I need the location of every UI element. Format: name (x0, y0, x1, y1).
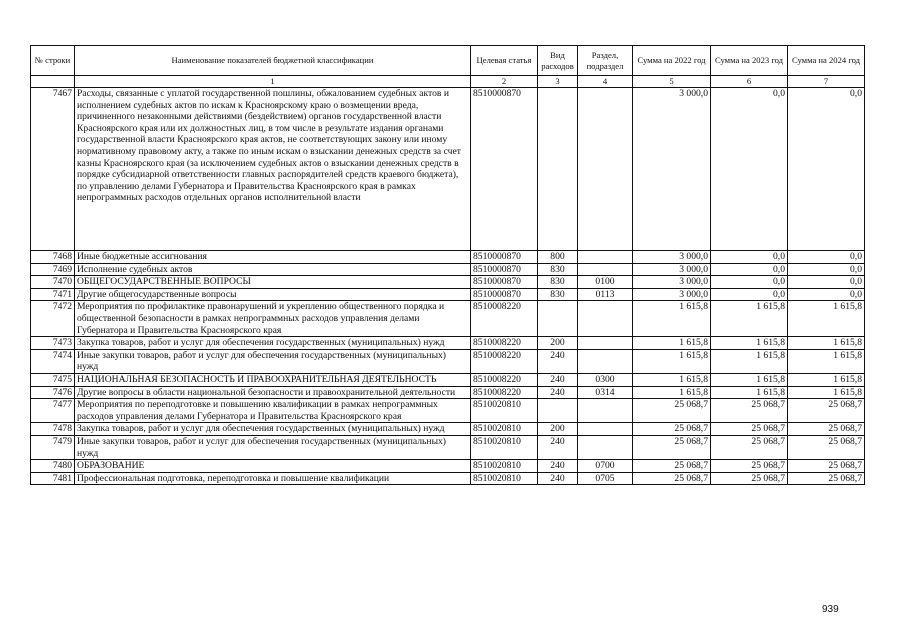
indicator-name-cell: Иные закупки товаров, работ и услуг для обеспечения государственных (муниципальных) нужд (75, 349, 471, 373)
sum-2022-cell: 3 000,0 (633, 276, 711, 289)
table-row (31, 263, 865, 276)
sum-2023-cell: 25 068,7 (711, 460, 788, 473)
sum-2023-cell: 0,0 (711, 263, 788, 276)
sum-2024-cell: 0,0 (788, 251, 865, 264)
row-number-cell: 7479 (31, 435, 75, 459)
section-cell: 0113 (578, 288, 633, 301)
col-number: 5 (633, 76, 711, 88)
indicator-name-cell: Закупка товаров, работ и услуг для обеспечения государственных (муниципальных) нужд (75, 337, 471, 350)
sum-2022-cell: 25 068,7 (633, 423, 711, 436)
sum-2022-cell: 3 000,0 (633, 88, 711, 251)
table-header (31, 46, 865, 88)
sum-2024-cell: 25 068,7 (788, 435, 865, 459)
indicator-name-cell: Расходы, связанные с уплатой государственной пошлины, обжалованием судебных актов и исполнением судебных актов по искам к Красноярскому краю о возмещении вреда, причиненного незаконными действиями (бездействием) органов государственной власти Красноярского края или их должностных лиц, в том числе в результате издания органами государственной власти Красноярского края актов, не соответствующих закону или иному нормативному правовому акту, а также по иным искам о взыскании денежных средств за счет казны Красноярского края (за исключением судебных актов о взыскании денежных средств в порядке субсидиарной ответственности главных распорядителей средств краевого бюджета), по управлению делами Губернатора и Правительства Красноярского края в рамках непрограммных расходов отдельных органов исполнительной власти (75, 88, 471, 251)
table-row (31, 460, 865, 473)
section-cell: 0700 (578, 460, 633, 473)
sum-2024-cell: 1 615,8 (788, 373, 865, 386)
row-number-cell: 7468 (31, 251, 75, 264)
expense-kind-cell: 830 (538, 263, 578, 276)
sum-2022-cell: 3 000,0 (633, 263, 711, 276)
table-row (31, 472, 865, 485)
indicator-name-cell: НАЦИОНАЛЬНАЯ БЕЗОПАСНОСТЬ И ПРАВООХРАНИТЕЛЬНАЯ ДЕЯТЕЛЬНОСТЬ (75, 373, 471, 386)
target-article-cell: 8510020810 (471, 399, 538, 423)
sum-2022-cell: 25 068,7 (633, 399, 711, 423)
target-article-cell: 8510000870 (471, 276, 538, 289)
target-article-cell: 8510000870 (471, 288, 538, 301)
col-number: 4 (578, 76, 633, 88)
expense-kind-cell: 240 (538, 373, 578, 386)
indicator-name-cell: Исполнение судебных актов (75, 263, 471, 276)
sum-2023-cell: 0,0 (711, 251, 788, 264)
row-number-cell: 7476 (31, 386, 75, 399)
section-cell (578, 337, 633, 350)
sum-2022-cell: 3 000,0 (633, 288, 711, 301)
section-cell (578, 399, 633, 423)
expense-kind-cell: 240 (538, 460, 578, 473)
section-cell: 0314 (578, 386, 633, 399)
sum-2022-cell: 3 000,0 (633, 251, 711, 264)
col-number: 1 (75, 76, 471, 88)
table-row (31, 251, 865, 264)
row-number-cell: 7475 (31, 373, 75, 386)
target-article-cell: 8510008220 (471, 386, 538, 399)
row-number-cell: 7481 (31, 472, 75, 485)
sum-2023-cell: 1 615,8 (711, 373, 788, 386)
target-article-cell: 8510020810 (471, 435, 538, 459)
sum-2024-cell: 0,0 (788, 88, 865, 251)
indicator-name-cell: Иные закупки товаров, работ и услуг для обеспечения государственных (муниципальных) нужд (75, 435, 471, 459)
table-row (31, 399, 865, 423)
sum-2024-cell: 25 068,7 (788, 423, 865, 436)
indicator-name-cell: Другие вопросы в области национальной безопасности и правоохранительной деятельности (75, 386, 471, 399)
sum-2024-cell: 25 068,7 (788, 472, 865, 485)
indicator-name-cell: Мероприятия по профилактике правонарушений и укреплению общественного порядка и общественной безопасности в рамках непрограммных расходов управления делами Губернатора и Правительства Красноярского края (75, 301, 471, 337)
expense-kind-cell (538, 399, 578, 423)
section-cell (578, 423, 633, 436)
target-article-cell: 8510000870 (471, 88, 538, 251)
sum-2024-cell: 25 068,7 (788, 460, 865, 473)
section-cell (578, 88, 633, 251)
indicator-name-cell: ОБРАЗОВАНИЕ (75, 460, 471, 473)
table-row (31, 288, 865, 301)
expense-kind-cell: 200 (538, 423, 578, 436)
row-number-cell: 7474 (31, 349, 75, 373)
header-row-no: № строки (31, 46, 75, 76)
col-number: 7 (788, 76, 865, 88)
expense-kind-cell: 240 (538, 386, 578, 399)
col-number: 6 (711, 76, 788, 88)
sum-2023-cell: 1 615,8 (711, 349, 788, 373)
target-article-cell: 8510008220 (471, 301, 538, 337)
sum-2023-cell: 25 068,7 (711, 472, 788, 485)
sum-2024-cell: 0,0 (788, 276, 865, 289)
sum-2022-cell: 1 615,8 (633, 337, 711, 350)
target-article-cell: 8510020810 (471, 423, 538, 436)
sum-2024-cell: 25 068,7 (788, 399, 865, 423)
row-number-cell: 7469 (31, 263, 75, 276)
col-number: 2 (471, 76, 538, 88)
sum-2022-cell: 25 068,7 (633, 472, 711, 485)
sum-2024-cell: 1 615,8 (788, 349, 865, 373)
page-number: 939 (822, 604, 839, 615)
row-number-cell: 7480 (31, 460, 75, 473)
indicator-name-cell: Мероприятия по переподготовке и повышению квалификации в рамках непрограммных расходов управления делами Губернатора и Правительства Красноярского края (75, 399, 471, 423)
section-cell: 0300 (578, 373, 633, 386)
sum-2023-cell: 1 615,8 (711, 386, 788, 399)
table-row (31, 88, 865, 251)
section-cell (578, 435, 633, 459)
indicator-name-cell: Закупка товаров, работ и услуг для обеспечения государственных (муниципальных) нужд (75, 423, 471, 436)
table-row (31, 276, 865, 289)
expense-kind-cell: 830 (538, 276, 578, 289)
section-cell (578, 301, 633, 337)
expense-kind-cell: 830 (538, 288, 578, 301)
sum-2022-cell: 1 615,8 (633, 373, 711, 386)
header-sum-2022: Сумма на 2022 год (633, 46, 711, 76)
target-article-cell: 8510008220 (471, 373, 538, 386)
table-row (31, 373, 865, 386)
expense-kind-cell: 240 (538, 435, 578, 459)
target-article-cell: 8510020810 (471, 460, 538, 473)
row-number-cell: 7471 (31, 288, 75, 301)
expense-kind-cell (538, 301, 578, 337)
sum-2024-cell: 1 615,8 (788, 386, 865, 399)
indicator-name-cell: ОБЩЕГОСУДАРСТВЕННЫЕ ВОПРОСЫ (75, 276, 471, 289)
sum-2023-cell: 0,0 (711, 288, 788, 301)
col-number: 3 (538, 76, 578, 88)
sum-2023-cell: 25 068,7 (711, 423, 788, 436)
table-row (31, 435, 865, 459)
expense-kind-cell: 800 (538, 251, 578, 264)
target-article-cell: 8510020810 (471, 472, 538, 485)
table-row (31, 423, 865, 436)
section-cell: 0100 (578, 276, 633, 289)
row-number-cell: 7472 (31, 301, 75, 337)
table-row (31, 386, 865, 399)
expense-kind-cell (538, 88, 578, 251)
expense-kind-cell: 240 (538, 349, 578, 373)
row-number-cell: 7478 (31, 423, 75, 436)
sum-2023-cell: 1 615,8 (711, 337, 788, 350)
indicator-name-cell: Иные бюджетные ассигнования (75, 251, 471, 264)
table-body (31, 88, 865, 485)
sum-2024-cell: 1 615,8 (788, 337, 865, 350)
sum-2024-cell: 0,0 (788, 263, 865, 276)
sum-2022-cell: 1 615,8 (633, 386, 711, 399)
table-row (31, 301, 865, 337)
sum-2023-cell: 0,0 (711, 88, 788, 251)
target-article-cell: 8510000870 (471, 251, 538, 264)
table-row (31, 337, 865, 350)
indicator-name-cell: Профессиональная подготовка, переподготовка и повышение квалификации (75, 472, 471, 485)
header-target: Целевая статья (471, 46, 538, 76)
col-number-blank (31, 76, 75, 88)
row-number-cell: 7467 (31, 88, 75, 251)
header-section: Раздел, подраздел (578, 46, 633, 76)
target-article-cell: 8510008220 (471, 349, 538, 373)
section-cell (578, 251, 633, 264)
indicator-name-cell: Другие общегосударственные вопросы (75, 288, 471, 301)
header-kind: Вид расходов (538, 46, 578, 76)
target-article-cell: 8510000870 (471, 263, 538, 276)
sum-2023-cell: 25 068,7 (711, 435, 788, 459)
table-row (31, 349, 865, 373)
expense-kind-cell: 240 (538, 472, 578, 485)
sum-2023-cell: 0,0 (711, 276, 788, 289)
sum-2022-cell: 25 068,7 (633, 460, 711, 473)
sum-2023-cell: 25 068,7 (711, 399, 788, 423)
sum-2023-cell: 1 615,8 (711, 301, 788, 337)
sum-2022-cell: 1 615,8 (633, 301, 711, 337)
sum-2024-cell: 1 615,8 (788, 301, 865, 337)
row-number-cell: 7477 (31, 399, 75, 423)
header-name: Наименование показателей бюджетной классификации (75, 46, 471, 76)
row-number-cell: 7470 (31, 276, 75, 289)
section-cell (578, 263, 633, 276)
header-sum-2023: Сумма на 2023 год (711, 46, 788, 76)
row-number-cell: 7473 (31, 337, 75, 350)
expense-kind-cell: 200 (538, 337, 578, 350)
sum-2022-cell: 1 615,8 (633, 349, 711, 373)
header-sum-2024: Сумма на 2024 год (788, 46, 865, 76)
section-cell (578, 349, 633, 373)
budget-table (30, 45, 865, 485)
section-cell: 0705 (578, 472, 633, 485)
target-article-cell: 8510008220 (471, 337, 538, 350)
sum-2022-cell: 25 068,7 (633, 435, 711, 459)
sum-2024-cell: 0,0 (788, 288, 865, 301)
